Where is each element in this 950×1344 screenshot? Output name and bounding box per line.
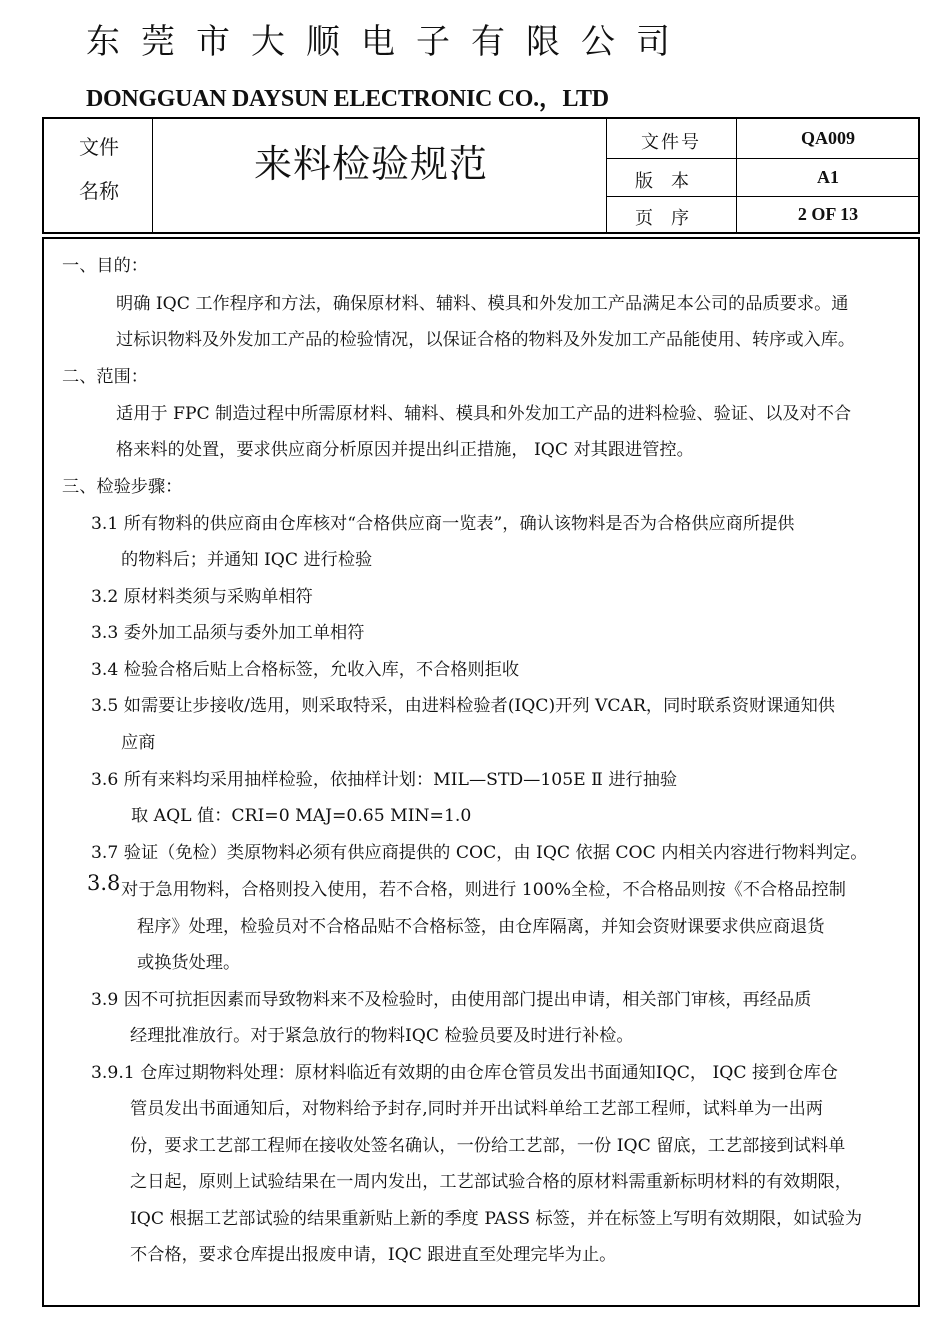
file-name-label-line1: 文件 <box>79 135 119 159</box>
divider <box>606 196 918 197</box>
step-3-5-cont: 应商 <box>121 733 156 753</box>
step-3-9-1-cont: 份，要求工艺部工程师在接收处签名确认，一份给工艺部，一份 IQC 留底，工艺部接到试料单 <box>130 1136 846 1156</box>
step-3-8-number: 3.8 <box>87 871 121 895</box>
doc-no-label: 文件号 <box>641 132 701 153</box>
paragraph-line: 明确 IQC 工作程序和方法，确保原材料、辅料、模具和外发加工产品满足本公司的品质要求。通 <box>116 294 849 314</box>
step-3-2: 3.2 原材料类须与采购单相符 <box>91 587 313 607</box>
paragraph-line: 格来料的处置，要求供应商分析原因并提出纠正措施， IQC 对其跟进管控。 <box>116 440 694 460</box>
document-header-table <box>42 117 920 234</box>
file-name-label-line2: 名称 <box>79 179 119 203</box>
step-3-7: 3.7 验证（免检）类原物料必须有供应商提供的 COC，由 IQC 依据 COC 内相关内容进行物料判定。 <box>91 843 868 863</box>
step-3-9-1-cont: 之日起，原则上试验结果在一周内发出，工艺部试验合格的原材料需重新标明材料的有效期限， <box>130 1172 852 1192</box>
step-3-1: 3.1 所有物料的供应商由仓库核对“合格供应商一览表”，确认该物料是否为合格供应商所提供 <box>91 514 795 534</box>
company-name-cn: 东莞市大顺电子有限公司 <box>86 22 691 62</box>
step-3-9: 3.9 因不可抗拒因素而导致物料来不及检验时，由使用部门提出申请，相关部门审核，再经品质 <box>91 990 812 1010</box>
step-3-6-aql: 取 AQL 值：CRI=0 MAJ=0.65 MIN=1.0 <box>131 806 472 826</box>
document-title: 来料检验规范 <box>254 142 489 186</box>
step-3-8-cont: 程序》处理，检验员对不合格品贴不合格标签，由仓库隔离，并知会资财课要求供应商退货 <box>137 917 825 937</box>
step-3-3: 3.3 委外加工品须与委外加工单相符 <box>91 623 365 643</box>
step-3-8-cont: 或换货处理。 <box>137 953 241 973</box>
step-3-9-1-cont: 不合格，要求仓库提出报废申请，IQC 跟进直至处理完毕为止。 <box>130 1245 617 1265</box>
step-3-5: 3.5 如需要让步接收/选用，则采取特采，由进料检验者(IQC)开列 VCAR，同时联系资财课通知供 <box>91 696 835 716</box>
section-title-scope: 二、范围： <box>62 367 148 387</box>
company-name-en: DONGGUAN DAYSUN ELECTRONIC CO.，LTD <box>86 86 609 112</box>
page-label: 页序 <box>635 208 707 229</box>
step-3-9-1-cont: IQC 根据工艺部试验的结果重新贴上新的季度 PASS 标签，并在标签上写明有效期限，如试验为 <box>130 1209 863 1229</box>
page-value: 2 OF 13 <box>797 204 859 224</box>
paragraph-line: 过标识物料及外发加工产品的检验情况，以保证合格的物料及外发加工产品能使用、转序或入库。 <box>116 330 856 350</box>
version-value: A1 <box>817 167 839 187</box>
step-3-1-cont: 的物料后；并通知 IQC 进行检验 <box>121 550 373 570</box>
file-name-label <box>44 125 154 213</box>
step-3-9-1: 3.9.1 仓库过期物料处理：原材料临近有效期的由仓库仓管员发出书面通知IQC， IQC 接到仓库仓 <box>91 1063 838 1083</box>
step-3-9-1-cont: 管员发出书面通知后，对物料给予封存,同时并开出试料单给工艺部工程师，试料单为一出两 <box>130 1099 823 1119</box>
document-body <box>42 237 920 1307</box>
step-3-9-cont: 经理批准放行。对于紧急放行的物料IQC 检验员要及时进行补检。 <box>130 1026 634 1046</box>
version-label: 版本 <box>635 171 707 192</box>
step-3-4: 3.4 检验合格后贴上合格标签，允收入库，不合格则拒收 <box>91 660 520 680</box>
step-3-6: 3.6 所有来料均采用抽样检验，依抽样计划：MIL—STD—105E Ⅱ 进行抽验 <box>91 770 678 790</box>
section-title-steps: 三、检验步骤： <box>62 477 183 497</box>
step-3-8: 对于急用物料，合格则投入使用，若不合格，则进行 100%全检，不合格品则按《不合格品控制 <box>121 880 846 900</box>
paragraph-line: 适用于 FPC 制造过程中所需原材料、辅料、模具和外发加工产品的进料检验、验证、以及对不合 <box>116 404 852 424</box>
doc-no-value: QA009 <box>801 128 855 148</box>
section-title-purpose: 一、目的： <box>62 256 148 276</box>
divider <box>606 158 918 159</box>
